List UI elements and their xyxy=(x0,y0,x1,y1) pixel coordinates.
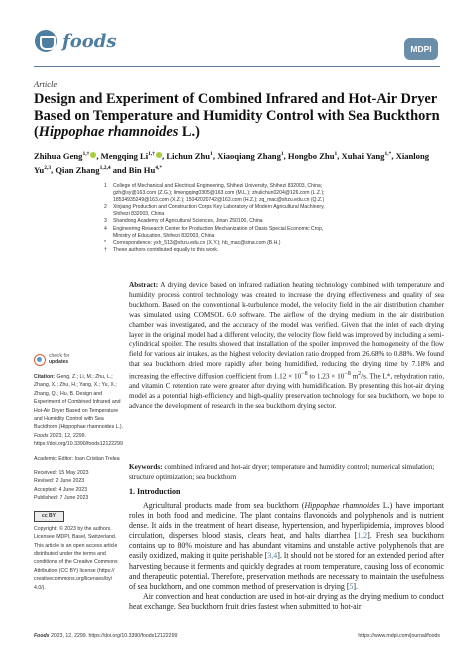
author[interactable]: Xianlong Yu$^{2,3}$ xyxy=(34,150,430,175)
author[interactable]: Bin $Hu^{4,*}$ xyxy=(128,164,163,175)
mdpi-logo[interactable] xyxy=(404,38,438,60)
orcid-icon[interactable] xyxy=(156,152,162,158)
cc-by-license-icon[interactable]: cc BY xyxy=(34,511,64,522)
affiliation-item: † These authors contributed equally to this work. xyxy=(104,246,219,253)
intro-body xyxy=(129,501,444,612)
author[interactable]: Xuhai Yang$^{1,*}$ xyxy=(341,150,392,161)
page-footer xyxy=(34,633,440,639)
keywords: Keywords: combined infrared and hot-air dryer; temperature and humidity control; numerical simulation; structure optimization; sea buckthorn xyxy=(129,463,435,481)
mdpi-logo-text: MDPI xyxy=(410,44,432,54)
author[interactable]: Lichun Zhu$^1$ xyxy=(166,150,213,161)
keywords-label: Keywords: xyxy=(129,463,163,471)
article-type: Article xyxy=(34,79,58,89)
article-sidebar xyxy=(34,373,124,592)
author[interactable]: Xiaoqiang Zhang$^1$ xyxy=(217,150,284,161)
academic-editor: Academic Editor: Ioan Cristian Trelea xyxy=(34,455,120,462)
date-accepted: Accepted: 4 June 2023 xyxy=(34,486,88,493)
author[interactable]: Mengqing $Li^{1,\dagger}$ xyxy=(101,151,162,161)
author[interactable]: Zhihua Geng$^{1,\dagger}$ xyxy=(34,151,96,161)
affiliation-item: 4 Engineering Research Center for Production Mechanization of Oasis Special Economic Crop, Ministry of Education, Shihezi 832003, China xyxy=(104,225,324,239)
date-published: Published: 7 June 2023 xyxy=(34,495,89,502)
affiliation-item: 3 Shandong Academy of Agricultural Sciences, Jinan 250100, China xyxy=(104,218,263,225)
affiliations xyxy=(104,183,444,254)
title-species: Hippophae rhamnoides xyxy=(38,124,179,140)
citation-link[interactable]: 1,2 xyxy=(357,531,368,541)
citation-link[interactable]: 5 xyxy=(349,581,354,591)
header-divider xyxy=(34,66,440,67)
journal-name: foods xyxy=(62,30,117,52)
journal-logo[interactable] xyxy=(35,30,116,52)
citation-link[interactable]: 3,4 xyxy=(267,551,278,561)
author-list: Zhihua Geng$^{1,\dagger}$ , Mengqing $Li^{1,\dagger}$ , Lichun Zhu$^1$, Xiaoqiang Zhang$^1$, Hongbo Zhu$^1$, Xuhai Yang$^{1,*}$, Xianlong Yu$^{2,3}$, Qian Zhang$^{1,2,4}$ and Bin $Hu^{4,*}$ xyxy=(34,150,430,175)
intro-paragraph-2: Air convection and heat conduction are used in hot-air drying as the drying medium to conduct heat exchange. Sea buckthorn fruit dries fastest when submitted to hot-air xyxy=(129,591,444,611)
foods-logo-icon xyxy=(35,30,57,52)
affiliation-item: 1 College of Mechanical and Electrical Engineering, Shihezi University, Shihezi 832003, China; gzh@sy@163.com (Z.G.); limengqing0305@163.com (M.L.); zhulichun0204@126.com (L.Z.); 18534935249@163.com (X.Z.); 15042020742@163.com (H.Z.); zq_mac@shzu.edu.cn (Q.Z.) xyxy=(104,183,325,204)
author[interactable]: Hongbo Zhu$^1$ xyxy=(287,150,338,161)
footer-citation: Foods 2023, 12, 2299. https://doi.org/10.3390/foods12122299 xyxy=(34,633,178,639)
check-for-updates-button[interactable]: check for updates xyxy=(34,354,69,366)
affiliation-item: * Correspondence: yxh_513@shzu.edu.cn (X.Y.); hb_mac@sina.com (B.H.) xyxy=(104,239,281,246)
intro-paragraph-1: Agricultural products made from sea buckthorn (Hippophae rhamnoides L.) have important roles in both food and medicine. The plant contains flavonoids and polyphenols and is nutrient dense. It aids in the treatment of heart disease, hypertension, and hyperlipidemia, improves blood circulation, disperses blood stasis, clears heat, and halts diarrhea [1,2]. Fresh sea buckthorn contains up to 80% moisture and has abundant vitamins and unstable active polyphenols that are easily oxidized, making it quite perishable [3,4]. It should not be stored for an extended period after harvesting because it ferments and quickly degrades at room temperature, causing loss of economic and therapeutic potential. Therefore, preservation methods are necessary to maintain the usefulness of sea buckthorn, and one common method of preservation is drying [5]. xyxy=(129,501,445,591)
footer-journal-link[interactable]: https://www.mdpi.com/journal/foods xyxy=(358,633,440,639)
citation: Citation: Geng, Z.; Li, M.; Zhu, L.; Zhang, X.; Zhu, H.; Yang, X.; Yu, X.; Zhang, Q.; Hu, B. Design and Experiment of Combined Infrared and Hot-Air Dryer Based on Temperature and Humidity Control with Sea Buckthorn (Hippophae rhamnoides L.). Foods 2023, 12, 2299. https://doi.org/10.3390/foods12122299 xyxy=(34,374,124,448)
affiliation-item: 2 Xinjiang Production and Construction Corps Key Laboratory of Modern Agricultural Machinery, Shihezi 832003, China xyxy=(104,204,325,218)
date-revised: Revised: 2 June 2023 xyxy=(34,478,85,485)
orcid-icon[interactable] xyxy=(90,152,96,158)
check-updates-icon xyxy=(34,354,46,366)
author[interactable]: Qian Zhang$^{1,2,4}$ xyxy=(55,164,111,175)
paper-title: Design and Experiment of Combined Infrared and Hot-Air Dryer Based on Temperature and Humidity Control with Sea Buckthorn (Hippophae rhamnoides L.) xyxy=(34,91,440,140)
date-received: Received: 15 May 2023 xyxy=(34,470,89,477)
copyright-notice: Copyright: © 2023 by the authors. Licensee MDPI, Basel, Switzerland. This article is an open access article distributed under the terms and conditions of the Creative Commons Attribution (CC BY) license (https:// creativecommons.org/licenses/by/ 4.0/). xyxy=(34,525,118,591)
abstract-label: Abstract: xyxy=(129,281,159,289)
abstract: Abstract: A drying device based on infrared radiation heating technology combined with temperature and humidity process control technology was created to increase the drying effectiveness and quality of sea buckthorn. Based on the conventional k-turbulence model, the velocity field in the air distribution chamber was simulated using COMSOL 6.0 software. The airflow of the drying medium in the air distribution chamber was investigated, and the accuracy of the model was verified. Given that the inlet of each drying layer in the original model had a different velocity, the velocity flow field was improved by including a semi-cylindrical spoiler. The results showed that installation of the spoiler improved the homogeneity of the flow field for various air intakes, as the highest velocity deviation ratio dropped from 26.68% to 0.88%. We found that sea buckthorn dried more rapidly after being humidified, reducing the drying time by 7.18% and increasing the effective diffusion coefficient from $1.12 \times 10^{-8}$ to $1.23 \times 10^{-8}$ $m^2/s$. The L*, rehydration ratio, and vitamin C retention rate were greater after drying with humidification. By presenting this hot-air drying model as a potential high-efficiency and high-quality preservation technology for sea buckthorn, we hope to advance the development of research in the sea buckthorn drying sector. xyxy=(129,281,445,411)
section-heading: 1. Introduction xyxy=(129,487,181,496)
